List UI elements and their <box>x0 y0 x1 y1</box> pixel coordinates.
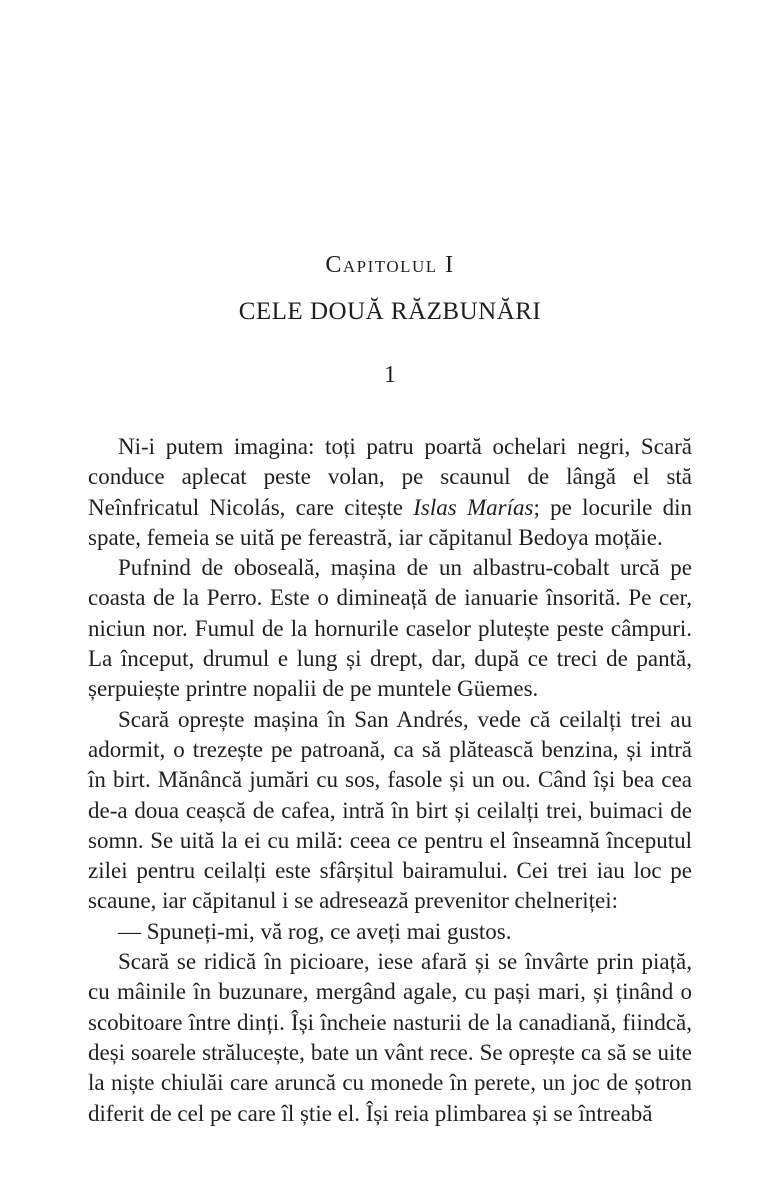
paragraph-5: Scară se ridică în picioare, iese afară și se învârte prin piață, cu mâinile în buzunare, mergând agale, cu pași mari, și ținând o scobitoare între dinți. Își încheie nasturii de la canadiană, fiindcă, deși soarele strălucește, bate un vânt rece. Se oprește ca să se uite la niște chiulăi care aruncă cu monede în perete, un joc de șotron diferit de cel pe care îl știe el. Își reia plimbarea și se întreabă <box>88 949 692 1126</box>
book-title-italic: Islas Marías <box>413 494 534 520</box>
chapter-subtitle: CELE DOUĂ RĂZBUNĂRI <box>238 298 542 325</box>
paragraph-4-dialogue: — Spuneți-mi, vă rog, ce aveți mai gustos. <box>118 918 512 944</box>
chapter-title: Capitolul I <box>325 252 455 278</box>
paragraph-1-text-start: Ni-i putem imagina: toți patru poartă ochelari negri, Scară conduce aplecat peste volan, pe scaunul de lângă el stă Neînfricatul Nicolás, care citește <box>88 434 692 520</box>
paragraph-2: Pufnind de oboseală, mașina de un albastru-cobalt urcă pe coasta de la Perro. Este o dimineață de ianuarie însorită. Pe cer, niciun nor. Fumul de la hornurile caselor plutește peste câmpuri. La început, drumul e lung și drept, dar, după ce treci de pantă, șerpuiește printre nopalii de pe muntele Güemes. <box>88 555 692 702</box>
chapter-body <box>88 432 692 1129</box>
paragraph-1-text-end: ; pe locurile din spate, femeia se uită pe fereastră, iar căpitanul Bedoya moțăie. <box>88 494 692 550</box>
section-number: 1 <box>384 362 396 388</box>
paragraph-3: Scară oprește mașina în San Andrés, vede că ceilalți trei au adormit, o trezește pe patroană, ca să plătească benzina, și intră în birt. Mănâncă jumări cu sos, fasole și un ou. Când își bea cea de-a doua ceașcă de cafea, intră în birt și ceilalți trei, buimaci de somn. Se uită la ei cu milă: ceea ce pentru el înseamnă începutul zilei pentru ceilalți este sfârșitul bairamului. Cei trei iau loc pe scaune, iar căpitanul i se adresează prevenitor chelneriței: <box>88 706 692 914</box>
paragraph-1 <box>88 432 692 553</box>
